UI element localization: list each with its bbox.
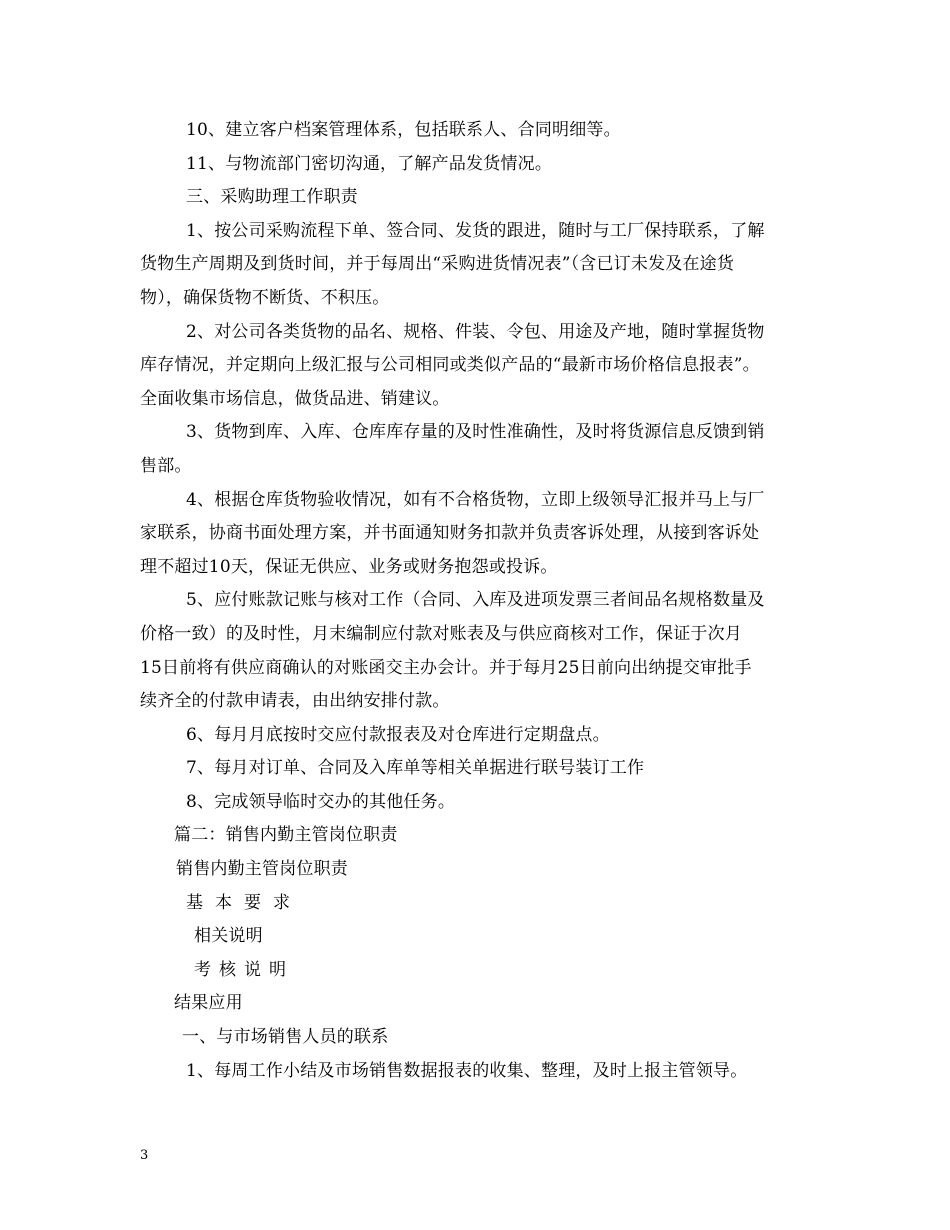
chapter-heading: 篇二：销售内勤主管岗位职责 bbox=[174, 825, 398, 846]
paragraph-line: 1、按公司采购流程下单、签合同、发货的跟进，随时与工厂保持联系，了解 bbox=[186, 220, 765, 241]
paragraph-line: 4、根据仓库货物验收情况，如有不合格货物，立即上级领导汇报并马上与厂 bbox=[186, 489, 765, 510]
table-label-basic-requirements: 基本要求 bbox=[186, 892, 302, 913]
section-heading: 三、采购助理工作职责 bbox=[186, 187, 358, 208]
paragraph-line: 11、与物流部门密切沟通，了解产品发货情况。 bbox=[186, 153, 553, 174]
paragraph-line: 1、每周工作小结及市场销售数据报表的收集、整理，及时上报主管领导。 bbox=[186, 1060, 748, 1081]
paragraph-line: 售部。 bbox=[140, 455, 192, 476]
page-number: 3 bbox=[140, 1148, 149, 1163]
chapter-subtitle: 销售内勤主管岗位职责 bbox=[176, 859, 348, 880]
section-heading: 一、与市场销售人员的联系 bbox=[182, 1027, 389, 1048]
table-label-assessment-notes: 考核说明 bbox=[194, 959, 294, 980]
paragraph-line: 2、对公司各类货物的品名、规格、件装、令包、用途及产地，随时掌握货物 bbox=[186, 321, 765, 342]
document-body bbox=[140, 114, 815, 1088]
paragraph-line: 15日前将有供应商确认的对账函交主办会计。并于每月25日前向出纳提交审批手 bbox=[140, 657, 752, 678]
paragraph-line: 全面收集市场信息，做货品进、销建议。 bbox=[140, 388, 450, 409]
paragraph-line: 8、完成领导临时交办的其他任务。 bbox=[186, 791, 456, 812]
paragraph-line: 货物生产周期及到货时间，并于每周出“采购进货情况表”（含已订未发及在途货 bbox=[140, 254, 735, 275]
paragraph-line: 续齐全的付款申请表，由出纳安排付款。 bbox=[140, 691, 450, 712]
paragraph-line: 物），确保货物不断货、不积压。 bbox=[140, 287, 390, 308]
paragraph-line: 7、每月对订单、合同及入库单等相关单据进行联号装订工作 bbox=[186, 758, 645, 779]
paragraph-line: 价格一致）的及时性，月末编制应付款对账表及与供应商核对工作，保证于次月 bbox=[140, 623, 742, 644]
paragraph-line: 6、每月月底按时交应付款报表及对仓库进行定期盘点。 bbox=[186, 724, 610, 745]
table-label-result-application: 结果应用 bbox=[174, 993, 243, 1014]
paragraph-line: 理不超过10天，保证无供应、业务或财务抱怨或投诉。 bbox=[140, 556, 558, 577]
paragraph-line: 5、应付账款记账与核对工作（合同、入库及进项发票三者间品名规格数量及 bbox=[186, 590, 765, 611]
table-label-related-notes: 相关说明 bbox=[194, 926, 263, 947]
paragraph-line: 3、货物到库、入库、仓库库存量的及时性准确性，及时将货源信息反馈到销 bbox=[186, 422, 765, 443]
paragraph-line: 10、建立客户档案管理体系，包括联系人、合同明细等。 bbox=[186, 120, 621, 140]
paragraph-line: 家联系，协商书面处理方案，并书面通知财务扣款并负责客诉处理，从接到客诉处 bbox=[140, 523, 760, 544]
paragraph-line: 库存情况，并定期向上级汇报与公司相同或类似产品的“最新市场价格信息报表”。 bbox=[140, 355, 760, 376]
